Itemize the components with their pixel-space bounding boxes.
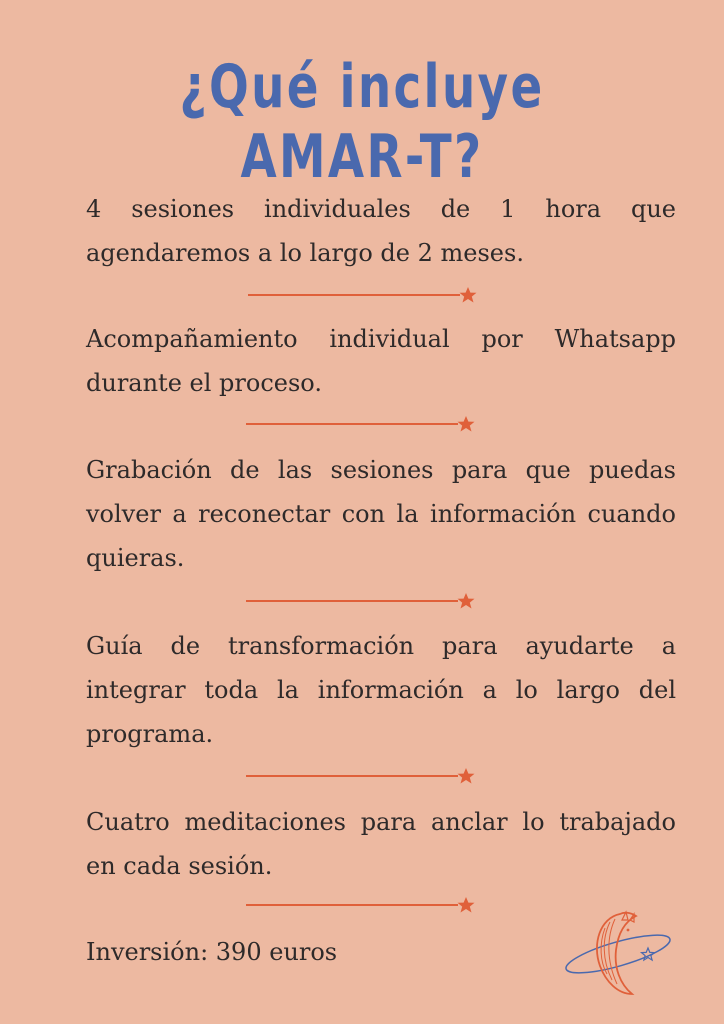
feature-item-whatsapp: Acompañamiento individual por Whatsapp durante el proceso. <box>86 325 676 397</box>
star-arrow-icon <box>248 286 484 304</box>
star-arrow-icon <box>246 896 482 914</box>
feature-item-recordings: Grabación de las sesiones para que puedas volver a reconectar con la información cuando quieras. <box>86 456 676 572</box>
feature-item-guide: Guía de transformación para ayudarte a integrar toda la información a lo largo del programa. <box>86 632 676 748</box>
page-title: ¿Qué incluye AMAR-T? <box>179 52 545 192</box>
feature-item-meditations: Cuatro meditaciones para anclar lo trabajado en cada sesión. <box>86 808 676 880</box>
feature-item-sessions: 4 sesiones individuales de 1 hora que agendaremos a lo largo de 2 meses. <box>86 195 676 267</box>
moon-planet-logo-icon <box>560 908 676 1000</box>
star-arrow-icon <box>246 415 482 433</box>
star-arrow-icon <box>246 767 482 785</box>
investment-price: Inversión: 390 euros <box>86 938 338 966</box>
star-arrow-icon <box>246 592 482 610</box>
